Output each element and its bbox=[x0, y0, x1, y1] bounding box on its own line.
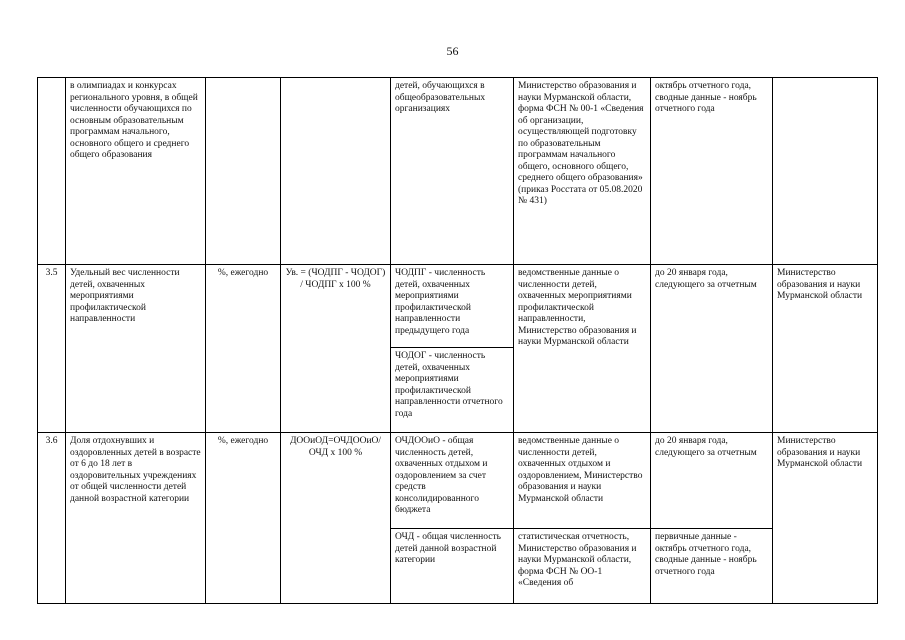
period-cell: до 20 января года, следующего за отчетным bbox=[651, 433, 773, 529]
source-cell: ведомственные данные о численности детей, охваченных отдыхом и оздоровлением, Министерство образования и науки Мурманской области bbox=[514, 433, 651, 529]
table-row bbox=[38, 78, 878, 265]
unit-cell bbox=[206, 78, 281, 265]
source-cell: ведомственные данные о численности детей, охваченных мероприятиями профилактической направленности, Министерство образования и науки Мурманской области bbox=[514, 265, 651, 433]
table-row bbox=[38, 433, 878, 529]
component-cell: ОЧДООиО - общая численность детей, охваченных отдыхом и оздоровлением за счет средств консолидированного бюджета bbox=[391, 433, 514, 529]
source-cell: Министерство образования и науки Мурманской области, форма ФСН № 00-1 «Сведения об организации, осуществляющей подготовку по образовательным программам начального общего, основного общего, среднего общего образования» (приказ Росстата от 05.08.2020 № 431) bbox=[514, 78, 651, 265]
responsible-cell: Министерство образования и науки Мурманской области bbox=[773, 433, 878, 604]
component-cell: ЧОДПГ - численность детей, охваченных мероприятиями профилактической направленности предыдущего года bbox=[391, 265, 514, 348]
row-number: 3.6 bbox=[38, 433, 66, 604]
responsible-cell bbox=[773, 78, 878, 265]
page-number: 56 bbox=[446, 44, 459, 58]
unit-cell: %, ежегодно bbox=[206, 433, 281, 604]
formula-cell bbox=[281, 78, 391, 265]
source-cell: статистическая отчетность, Министерство образования и науки Мурманской области, форма ФСН № ОО-1 «Сведения об bbox=[514, 529, 651, 604]
component-cell: детей, обучающихся в общеобразовательных организациях bbox=[391, 78, 514, 265]
formula-cell: Ув. = (ЧОДПГ - ЧОДОГ) / ЧОДПГ x 100 % bbox=[281, 265, 391, 433]
period-cell: октябрь отчетного года, сводные данные - ноябрь отчетного года bbox=[651, 78, 773, 265]
period-cell: первичные данные - октябрь отчетного года, сводные данные - ноябрь отчетного года bbox=[651, 529, 773, 604]
indicator-name-cell: Доля отдохнувших и оздоровленных детей в возрасте от 6 до 18 лет в оздоровительных учреждениях от общей численности детей данной возрастной категории bbox=[66, 433, 206, 604]
indicator-name-cell: Удельный вес численности детей, охваченных мероприятиями профилактической направленности bbox=[66, 265, 206, 433]
component-cell: ОЧД - общая численность детей данной возрастной категории bbox=[391, 529, 514, 604]
indicator-name-cell: в олимпиадах и конкурсах регионального уровня, в общей численности обучающихся по основным образовательным программам начального, основного общего и среднего общего образования bbox=[66, 78, 206, 265]
formula-cell: ДООиОД=ОЧДООиО/ ОЧД x 100 % bbox=[281, 433, 391, 604]
period-cell: до 20 января года, следующего за отчетным bbox=[651, 265, 773, 433]
num-cell bbox=[38, 78, 66, 265]
responsible-cell: Министерство образования и науки Мурманской области bbox=[773, 265, 878, 433]
unit-cell: %, ежегодно bbox=[206, 265, 281, 433]
row-number: 3.5 bbox=[38, 265, 66, 433]
component-cell: ЧОДОГ - численность детей, охваченных мероприятиями профилактической направленности отчетного года bbox=[391, 348, 514, 433]
indicators-table bbox=[37, 77, 878, 604]
table-row bbox=[38, 265, 878, 348]
